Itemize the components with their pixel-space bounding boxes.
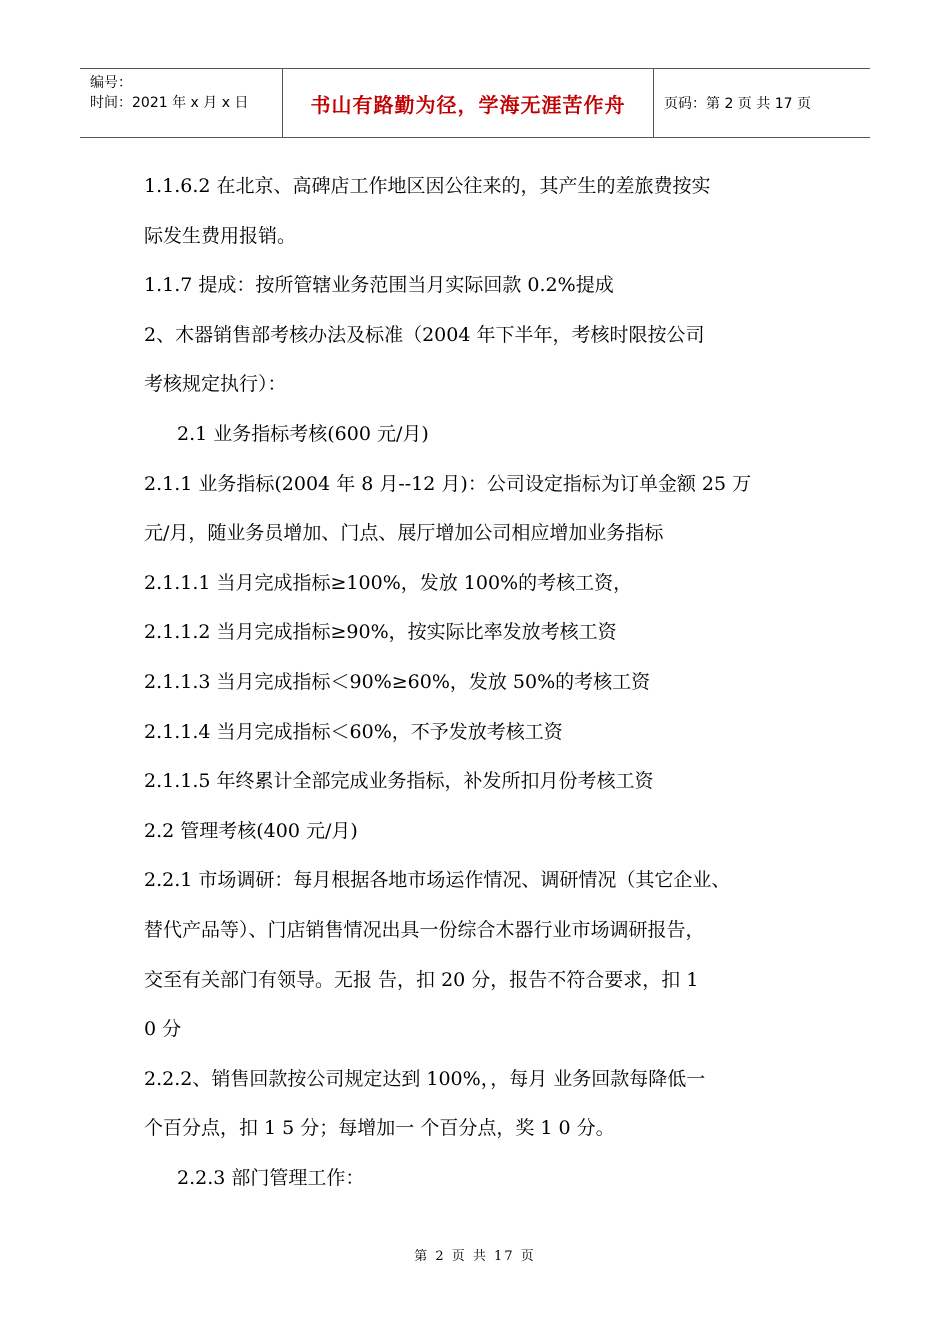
body-line: 考核规定执行）： <box>144 373 287 396</box>
body-line: 2.1.1.3 当月完成指标＜90%≥60%，发放 50%的考核工资 <box>144 670 651 693</box>
header-motto: 书山有路勤为径，学海无涯苦作舟 <box>282 69 654 137</box>
section-heading: 2.2.3 部门管理工作： <box>177 1166 365 1189</box>
body-line: 1.1.7 提成：按所管辖业务范围当月实际回款 0.2%提成 <box>144 274 614 297</box>
header-page-number: 页码：第 2 页 共 17 页 <box>664 96 811 112</box>
body-line: 2.1.1.2 当月完成指标≥90%，按实际比率发放考核工资 <box>144 621 617 644</box>
body-line: 2.1.1 业务指标(2004 年 8 月--12 月)：公司设定指标为订单金额 25 万 <box>144 472 752 495</box>
body-line: 元/月，随业务员增加、门点、展厅增加公司相应增加业务指标 <box>144 522 664 545</box>
body-line: 2、木器销售部考核办法及标准（2004 年下半年，考核时限按公司 <box>144 323 705 346</box>
document-body <box>144 162 824 1203</box>
body-line: 2.2.2、销售回款按公司规定达到 100%，，每月 业务回款每降低一 <box>144 1067 706 1090</box>
document-number-label: 编号： <box>90 75 132 91</box>
body-line: 2.2.1 市场调研：每月根据各地市场运作情况、调研情况（其它企业、 <box>144 869 731 892</box>
section-heading: 2.2 管理考核(400 元/月) <box>144 819 358 842</box>
body-line: 2.1.1.4 当月完成指标＜60%，不予发放考核工资 <box>144 720 563 743</box>
body-line: 0 分 <box>144 1018 182 1041</box>
body-line: 1.1.6.2 在北京、高碑店工作地区因公往来的，其产生的差旅费按实 <box>144 175 711 197</box>
document-header <box>80 68 870 138</box>
document-time-label: 时间：2021 年 x 月 x 日 <box>90 95 249 111</box>
body-line: 交至有关部门有领导。无报 告，扣 20 分，报告不符合要求，扣 1 <box>144 968 699 991</box>
header-meta <box>80 69 282 137</box>
section-heading: 2.1 业务指标考核(600 元/月) <box>177 422 429 445</box>
body-line: 替代产品等）、门店销售情况出具一份综合木器行业市场调研报告， <box>144 918 705 941</box>
body-line: 2.1.1.5 年终累计全部完成业务指标，补发所扣月份考核工资 <box>144 770 654 793</box>
body-line: 际发生费用报销。 <box>144 224 297 247</box>
body-line: 2.1.1.1 当月完成指标≥100%，发放 100%的考核工资， <box>144 571 633 594</box>
body-line: 个百分点，扣 1 5 分；每增加一 个百分点，奖 1 0 分。 <box>144 1117 615 1140</box>
page-footer: 第 2 页 共 17 页 <box>414 1249 536 1264</box>
